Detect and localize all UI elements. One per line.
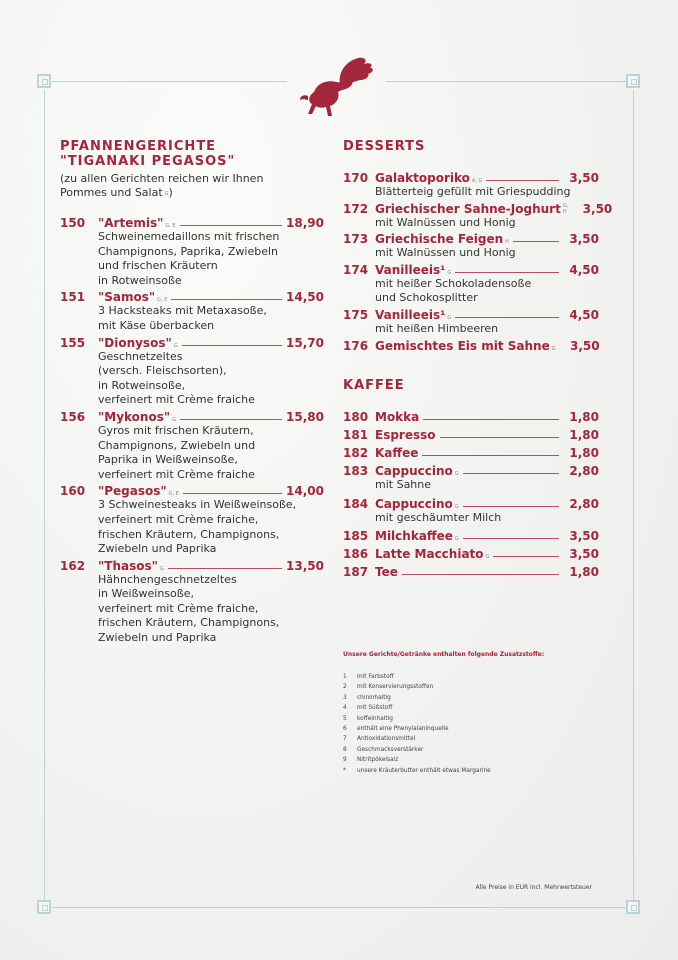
menu-item — [60, 482, 322, 556]
item-description: (versch. Fleischsorten), — [98, 364, 227, 378]
item-description: verfeinert mit Crème fraiche — [98, 393, 255, 407]
frame-left-line — [44, 90, 45, 900]
additive-row — [343, 693, 599, 703]
additive-text: mit Süßstoff — [357, 705, 393, 712]
item-number: 185 — [343, 529, 369, 544]
item-additive-codes: H — [505, 239, 509, 246]
item-price: 1,80 — [569, 428, 599, 442]
menu-item — [343, 444, 599, 460]
price-leader-line — [493, 556, 559, 557]
menu-item-header — [60, 482, 322, 498]
price-leader-line — [168, 568, 282, 569]
item-number: 176 — [343, 338, 369, 353]
price-leader-line — [513, 241, 559, 242]
price-leader-line — [402, 574, 559, 575]
item-description: Gyros mit frischen Kräutern, — [98, 423, 254, 437]
item-price: 14,50 — [286, 290, 324, 305]
item-additive-codes: G — [159, 565, 164, 572]
kaffee-items — [343, 408, 599, 579]
additive-text: Nitritpökelsalz — [357, 757, 399, 764]
menu-item — [60, 288, 322, 333]
menu-item — [343, 545, 599, 561]
frame-corner-tr — [626, 74, 640, 88]
additive-row — [343, 745, 599, 755]
item-name: Milchkaffee — [375, 529, 453, 544]
item-description: 3 Schweinesteaks in Weißweinsoße, — [98, 498, 297, 512]
item-additive-codes: G, E — [168, 491, 179, 498]
item-number: 173 — [343, 232, 369, 247]
item-price: 13,50 — [286, 558, 324, 573]
additive-row — [343, 766, 599, 776]
item-name: Mokka — [375, 410, 420, 424]
item-price: 14,00 — [286, 484, 324, 499]
item-description: mit geschäumter Milch — [375, 510, 502, 524]
additive-key: 4 — [343, 705, 347, 712]
frame-right-line — [633, 90, 634, 900]
menu-item — [343, 169, 599, 200]
item-name: "Artemis" — [98, 216, 164, 230]
item-name: Espresso — [375, 428, 436, 442]
menu-item-header — [60, 288, 322, 304]
additive-text: unsere Kräuterbutter enthält etwas Margarine — [357, 767, 491, 774]
item-name: Griechische Feigen — [375, 232, 504, 247]
menu-item-header — [60, 408, 322, 424]
item-additive-codes: A, G — [471, 178, 483, 184]
item-number: 186 — [343, 547, 369, 562]
item-number: 184 — [343, 496, 369, 511]
additives-list — [343, 672, 599, 776]
item-name: "Mykonos" — [98, 409, 171, 424]
kaffee-title: KAFFEE — [343, 378, 405, 393]
additive-row — [343, 672, 599, 682]
additive-row — [343, 714, 599, 724]
item-description: Champignons, Zwiebeln und — [98, 438, 256, 452]
menu-item-header — [60, 557, 322, 573]
price-leader-line — [440, 437, 559, 438]
frame-top-line — [52, 81, 287, 82]
item-number: 187 — [343, 565, 369, 580]
item-description: frischen Kräutern, Champignons, — [98, 527, 280, 541]
additive-key: 1 — [343, 674, 347, 680]
item-number: 162 — [60, 558, 86, 573]
frame-top-line-right — [386, 81, 626, 82]
item-description: verfeinert mit Crème fraiche, — [98, 512, 259, 526]
item-number: 150 — [60, 216, 86, 230]
additive-text: mit Farbstoff — [357, 674, 394, 680]
item-price: 3,50 — [570, 338, 600, 353]
pegasus-icon — [294, 52, 380, 122]
section-title-line2: "TIGANAKI PEGASOS" — [60, 154, 236, 169]
additive-text: koffeinhaltig — [357, 715, 393, 722]
item-price: 4,50 — [569, 262, 599, 277]
item-name: Galaktoporiko — [375, 171, 470, 185]
item-number: 151 — [60, 290, 86, 305]
menu-item-header — [343, 230, 599, 246]
menu-item — [343, 527, 599, 543]
desserts-items — [343, 169, 613, 353]
item-description: Schweinemedaillons mit frischen — [98, 230, 280, 243]
price-leader-line — [171, 299, 282, 300]
item-additive-codes: G — [447, 269, 452, 276]
item-price: 15,80 — [286, 409, 324, 424]
item-additive-codes: G — [454, 471, 459, 477]
additive-text: chininhaltig — [357, 694, 391, 701]
item-description: Blätterteig gefüllt mit Griespudding — [375, 185, 571, 198]
item-price: 1,80 — [569, 565, 599, 580]
menu-item — [343, 462, 599, 493]
item-name: Cappuccino — [375, 496, 453, 511]
item-description: mit Käse überbacken — [98, 318, 215, 332]
price-leader-line — [180, 419, 282, 420]
item-additive-codes: G — [454, 536, 459, 543]
additive-key: 5 — [343, 715, 347, 722]
menu-item — [60, 408, 322, 482]
item-name: Tee — [375, 565, 398, 580]
item-additive-codes: G — [454, 503, 459, 510]
section-title-line1: PFANNENGERICHTE — [60, 139, 217, 154]
item-number: 182 — [343, 446, 369, 460]
additive-text: mit Konservierungsstoffen — [357, 684, 434, 691]
menu-item-header — [343, 306, 599, 322]
menu-item — [343, 337, 599, 353]
item-name: "Samos" — [98, 290, 156, 305]
additive-key: 6 — [343, 726, 347, 733]
item-description: in Weißweinsoße, — [98, 587, 194, 601]
additive-text: Antioxidationsmittel — [357, 736, 416, 743]
item-name: Cappuccino — [375, 464, 453, 478]
price-leader-line — [463, 473, 559, 474]
item-price: 3,50 — [582, 201, 613, 216]
pfannen-items — [60, 214, 322, 646]
item-name: Griechischer Sahne-Joghurt — [375, 201, 561, 216]
item-number: 180 — [343, 410, 369, 424]
item-name: Vanilleeis¹ — [375, 307, 446, 322]
menu-item — [60, 214, 322, 288]
additives-section — [343, 651, 599, 776]
item-number: 174 — [343, 262, 369, 277]
item-price: 1,80 — [569, 446, 599, 460]
item-name: Latte Macchiato — [375, 547, 484, 562]
item-additive-codes: G, E — [165, 223, 176, 229]
frame-corner-tl — [37, 74, 51, 88]
kaffee-section — [343, 378, 599, 579]
menu-item — [343, 426, 599, 442]
item-description: mit Walnüssen und Honig — [375, 246, 516, 260]
desserts-section — [343, 139, 613, 353]
item-number: 172 — [343, 201, 369, 216]
menu-item — [343, 563, 599, 579]
price-leader-line — [455, 317, 559, 318]
additive-key: 2 — [343, 684, 347, 691]
item-price: 3,50 — [569, 232, 599, 247]
menu-item — [343, 495, 599, 526]
item-price: 3,50 — [569, 529, 599, 544]
menu-item — [343, 230, 599, 261]
item-price: 4,50 — [569, 307, 599, 322]
item-description: in Rotweinsoße — [98, 273, 182, 287]
menu-item — [60, 334, 322, 408]
item-description: Champignons, Paprika, Zwiebeln — [98, 244, 279, 258]
additive-key: 8 — [343, 746, 347, 753]
price-leader-line — [463, 538, 559, 539]
item-price: 3,50 — [569, 171, 599, 185]
item-description: Zwiebeln und Paprika — [98, 542, 217, 556]
menu-item-header — [343, 169, 599, 185]
item-description: Paprika in Weißweinsoße, — [98, 453, 238, 467]
frame-corner-bl — [37, 900, 51, 914]
item-number: 181 — [343, 428, 369, 442]
menu-item-header — [343, 337, 599, 353]
menu-item — [60, 557, 322, 646]
item-description: mit Sahne — [375, 478, 432, 491]
additive-row — [343, 724, 599, 734]
additive-text: Geschmacksverstärker — [357, 746, 424, 753]
menu-item-header — [60, 334, 322, 350]
price-leader-line — [180, 225, 282, 226]
item-description: 3 Hacksteaks mit Metaxasoße, — [98, 304, 267, 318]
menu-item-header — [343, 545, 599, 561]
item-name: "Thasos" — [98, 558, 158, 573]
menu-item — [343, 306, 599, 337]
item-description: mit heißer Schokoladensoße — [375, 276, 532, 290]
price-leader-line — [422, 455, 559, 456]
item-additive-codes: G — [485, 554, 490, 561]
item-price: 2,80 — [569, 496, 599, 511]
item-number: 155 — [60, 335, 86, 350]
price-footnote: Alle Preise in EUR incl. Mehrwertsteuer — [475, 884, 592, 891]
menu-item — [343, 408, 599, 424]
item-number: 183 — [343, 464, 369, 478]
desserts-title: DESSERTS — [343, 139, 426, 154]
additive-row — [343, 734, 599, 744]
item-description: Zwiebeln und Paprika — [98, 631, 217, 645]
additive-key: * — [343, 767, 346, 774]
additive-row — [343, 755, 599, 765]
menu-item-header — [343, 200, 613, 216]
item-description: Geschnetzeltes — [98, 349, 183, 363]
item-price: 3,50 — [569, 547, 599, 562]
pegasus-logo — [294, 52, 380, 122]
additive-text: enthält eine Phenylalaninquelle — [357, 726, 449, 733]
item-name: "Pegasos" — [98, 484, 167, 499]
item-price: 15,70 — [286, 335, 324, 350]
item-description: frischen Kräutern, Champignons, — [98, 616, 280, 630]
pfannengerichte-section — [60, 139, 322, 646]
item-description: in Rotweinsoße, — [98, 378, 186, 392]
item-additive-codes: G, E — [157, 297, 168, 304]
additive-key: 7 — [343, 736, 347, 743]
menu-item-header — [343, 426, 599, 442]
item-name: Vanilleeis¹ — [375, 262, 446, 277]
menu-item-header — [343, 527, 599, 543]
item-additive-codes: G, H — [562, 202, 569, 215]
item-number: 160 — [60, 484, 86, 499]
menu-item — [343, 261, 599, 306]
item-description: mit heißen Himbeeren — [375, 321, 499, 335]
price-leader-line — [486, 180, 559, 181]
price-leader-line — [182, 345, 282, 346]
menu-item-header — [343, 462, 599, 478]
item-description: verfeinert mit Crème fraiche, — [98, 601, 259, 615]
item-description: verfeinert mit Crème fraiche — [98, 467, 255, 481]
price-leader-line — [463, 506, 559, 507]
additive-key: 3 — [343, 694, 347, 701]
frame-bottom-line — [52, 907, 626, 908]
item-number: 170 — [343, 171, 369, 185]
menu-item — [343, 200, 613, 231]
item-price: 1,80 — [569, 410, 599, 424]
menu-item-header — [343, 444, 599, 460]
price-leader-line — [423, 419, 559, 420]
price-leader-line — [455, 272, 559, 273]
item-description: mit Walnüssen und Honig — [375, 215, 516, 229]
item-price: 2,80 — [569, 464, 599, 478]
item-additive-codes: G — [447, 314, 452, 321]
additive-key: 9 — [343, 757, 347, 764]
item-description: Hähnchengeschnetzeltes — [98, 572, 237, 586]
menu-item-header — [60, 214, 322, 230]
menu-item-header — [343, 495, 599, 511]
item-additive-codes: G — [172, 416, 176, 423]
item-additive-codes: G — [173, 342, 178, 349]
menu-item-header — [343, 563, 599, 579]
frame-corner-br — [626, 900, 640, 914]
section-intro: (zu allen Gerichten reichen wir Ihnen Pommes und Salat G) — [60, 172, 264, 199]
item-additive-codes: G — [551, 345, 556, 352]
additives-title: Unsere Gerichte/Getränke enthalten folgende Zusatzstoffe: — [343, 651, 545, 658]
item-name: Gemischtes Eis mit Sahne — [375, 338, 550, 353]
additive-row — [343, 682, 599, 692]
item-price: 18,90 — [286, 216, 324, 230]
item-number: 175 — [343, 307, 369, 322]
item-number: 156 — [60, 409, 86, 424]
item-name: "Dionysos" — [98, 335, 172, 350]
item-description: und Schokosplitter — [375, 291, 478, 305]
item-description: und frischen Kräutern — [98, 259, 218, 273]
additive-row — [343, 703, 599, 713]
menu-item-header — [343, 408, 599, 424]
item-name: Kaffee — [375, 446, 419, 460]
menu-item-header — [343, 261, 599, 277]
price-leader-line — [183, 493, 282, 494]
